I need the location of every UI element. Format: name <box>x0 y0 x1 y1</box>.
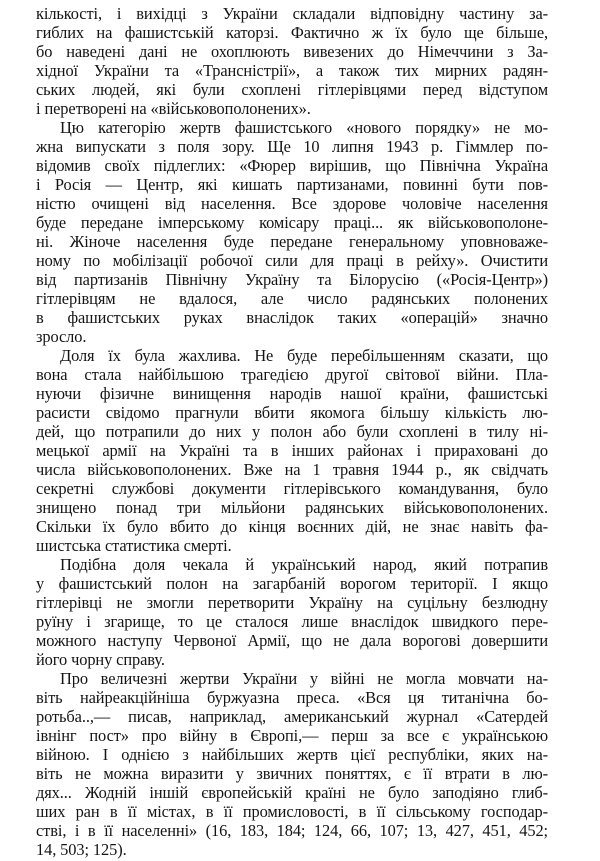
text-line: можного наступу Червоної Армії, що не дала ворогові довершити <box>36 631 548 650</box>
text-line: Доля їх була жахлива. Не буде перебільшенням сказати, що <box>60 346 548 365</box>
text-line: ських людей, які були схоплені гітлерівцями перед відступом <box>36 80 548 99</box>
text-line: хідної України та «Трансністрії», а також тих мирних радян- <box>36 61 548 80</box>
text-line: ротьба..,— писав, наприклад, американський журнал «Сатердей <box>36 707 548 726</box>
text-line: його чорну справу. <box>36 650 165 669</box>
text-line: мецької армії на Україні та в інших районах і прираховані до <box>36 441 548 460</box>
text-line: ні. Жіноче населення буде передане генеральному уповноваже- <box>36 232 548 251</box>
text-line: стві, і в її населенні» (16, 183, 184; 124, 66, 107; 13, 427, 451, 452; <box>36 821 548 840</box>
text-line: буде передане імперському комісару праці... як військовополоне- <box>36 213 548 232</box>
text-line: гиблих на фашистській каторзі. Фактично ж їх було ще більше, <box>36 23 548 42</box>
text-line: війною. І однією з найбільших жертв цієї республіки, яких на- <box>36 745 548 764</box>
text-line: бо наведені дані не охоплюють вивезених до Німеччини з За- <box>36 42 548 61</box>
text-line: зросло. <box>36 327 87 346</box>
text-line: гітлерівці не змогли перетворити Україну на суцільну безлюдну <box>36 593 548 612</box>
text-line: 14, 503; 125). <box>36 840 127 859</box>
text-line: Подібна доля чекала й український народ, який потрапив <box>60 555 548 574</box>
text-line: в фашистських руках внаслідок таких «операцій» значно <box>36 308 548 327</box>
text-line: дях... Жодній іншій європейській країні не було заподіяно глиб- <box>36 783 548 802</box>
text-line: відомив своїх підлеглих: «Фюрер вирішив, що Північна Україна <box>36 156 548 175</box>
text-line: шистська статистика смерті. <box>36 536 232 555</box>
text-line: вона стала найбільшою трагедією другої світової війни. Пла- <box>36 365 548 384</box>
text-line: віть найреакційніша буржуазна преса. «Вся ця титанічна бо- <box>36 688 548 707</box>
text-line: ному по мобілізації робочої сили для праці в рейху». Очистити <box>36 251 548 270</box>
text-line: дей, що потрапили до них у полон або були схоплені в тилу ні- <box>36 422 548 441</box>
text-line: і перетворені на «військовополонених». <box>36 99 311 118</box>
text-line: від партизанів Північну Україну та Білорусію («Росія-Центр») <box>36 270 548 289</box>
text-line: віть не можна виразити у звичних поняттях, є її втрати в лю- <box>36 764 548 783</box>
text-line: Цю категорію жертв фашистського «нового порядку» не мо- <box>60 118 548 137</box>
text-line: Про величезні жертви України у війні не могла мовчати на- <box>60 669 548 688</box>
text-line: і Росія — Центр, які кишать партизанами, повинні бути пов- <box>36 175 548 194</box>
text-line: ністю очищені від населення. Все здорове чоловіче населення <box>36 194 548 213</box>
text-line: знищено понад три мільйони радянських військовополонених. <box>36 498 548 517</box>
text-line: ших ран в її містах, в її промисловості, в її сільському господар- <box>36 802 548 821</box>
text-line: жна випускати з поля зору. Ще 10 липня 1943 р. Гіммлер по- <box>36 137 548 156</box>
text-line: івнінг пост» про війну в Європі,— перш за все є українською <box>36 726 548 745</box>
text-line: Скільки їх було вбито до кінця воєнних дій, не знає навіть фа- <box>36 517 548 536</box>
text-line: расисти свідомо прагнули вбити якомога більшу кількість лю- <box>36 403 548 422</box>
text-line: гітлерівцям не вдалося, але число радянських полонених <box>36 289 548 308</box>
text-line: кількості, і вихідці з України складали відповідну частину за- <box>36 4 548 23</box>
text-line: нуючи фізичне винищення народів нашої країни, фашистські <box>36 384 548 403</box>
text-line: числа військовополонених. Вже на 1 травня 1944 р., як свідчать <box>36 460 548 479</box>
text-line: руїну і згарище, то це сталося лише внаслідок швидкого пере- <box>36 612 548 631</box>
text-line: секретні службові документи гітлерівського командування, було <box>36 479 548 498</box>
text-line: у фашистський полон на загарбаній ворогом території. І якщо <box>36 574 548 593</box>
